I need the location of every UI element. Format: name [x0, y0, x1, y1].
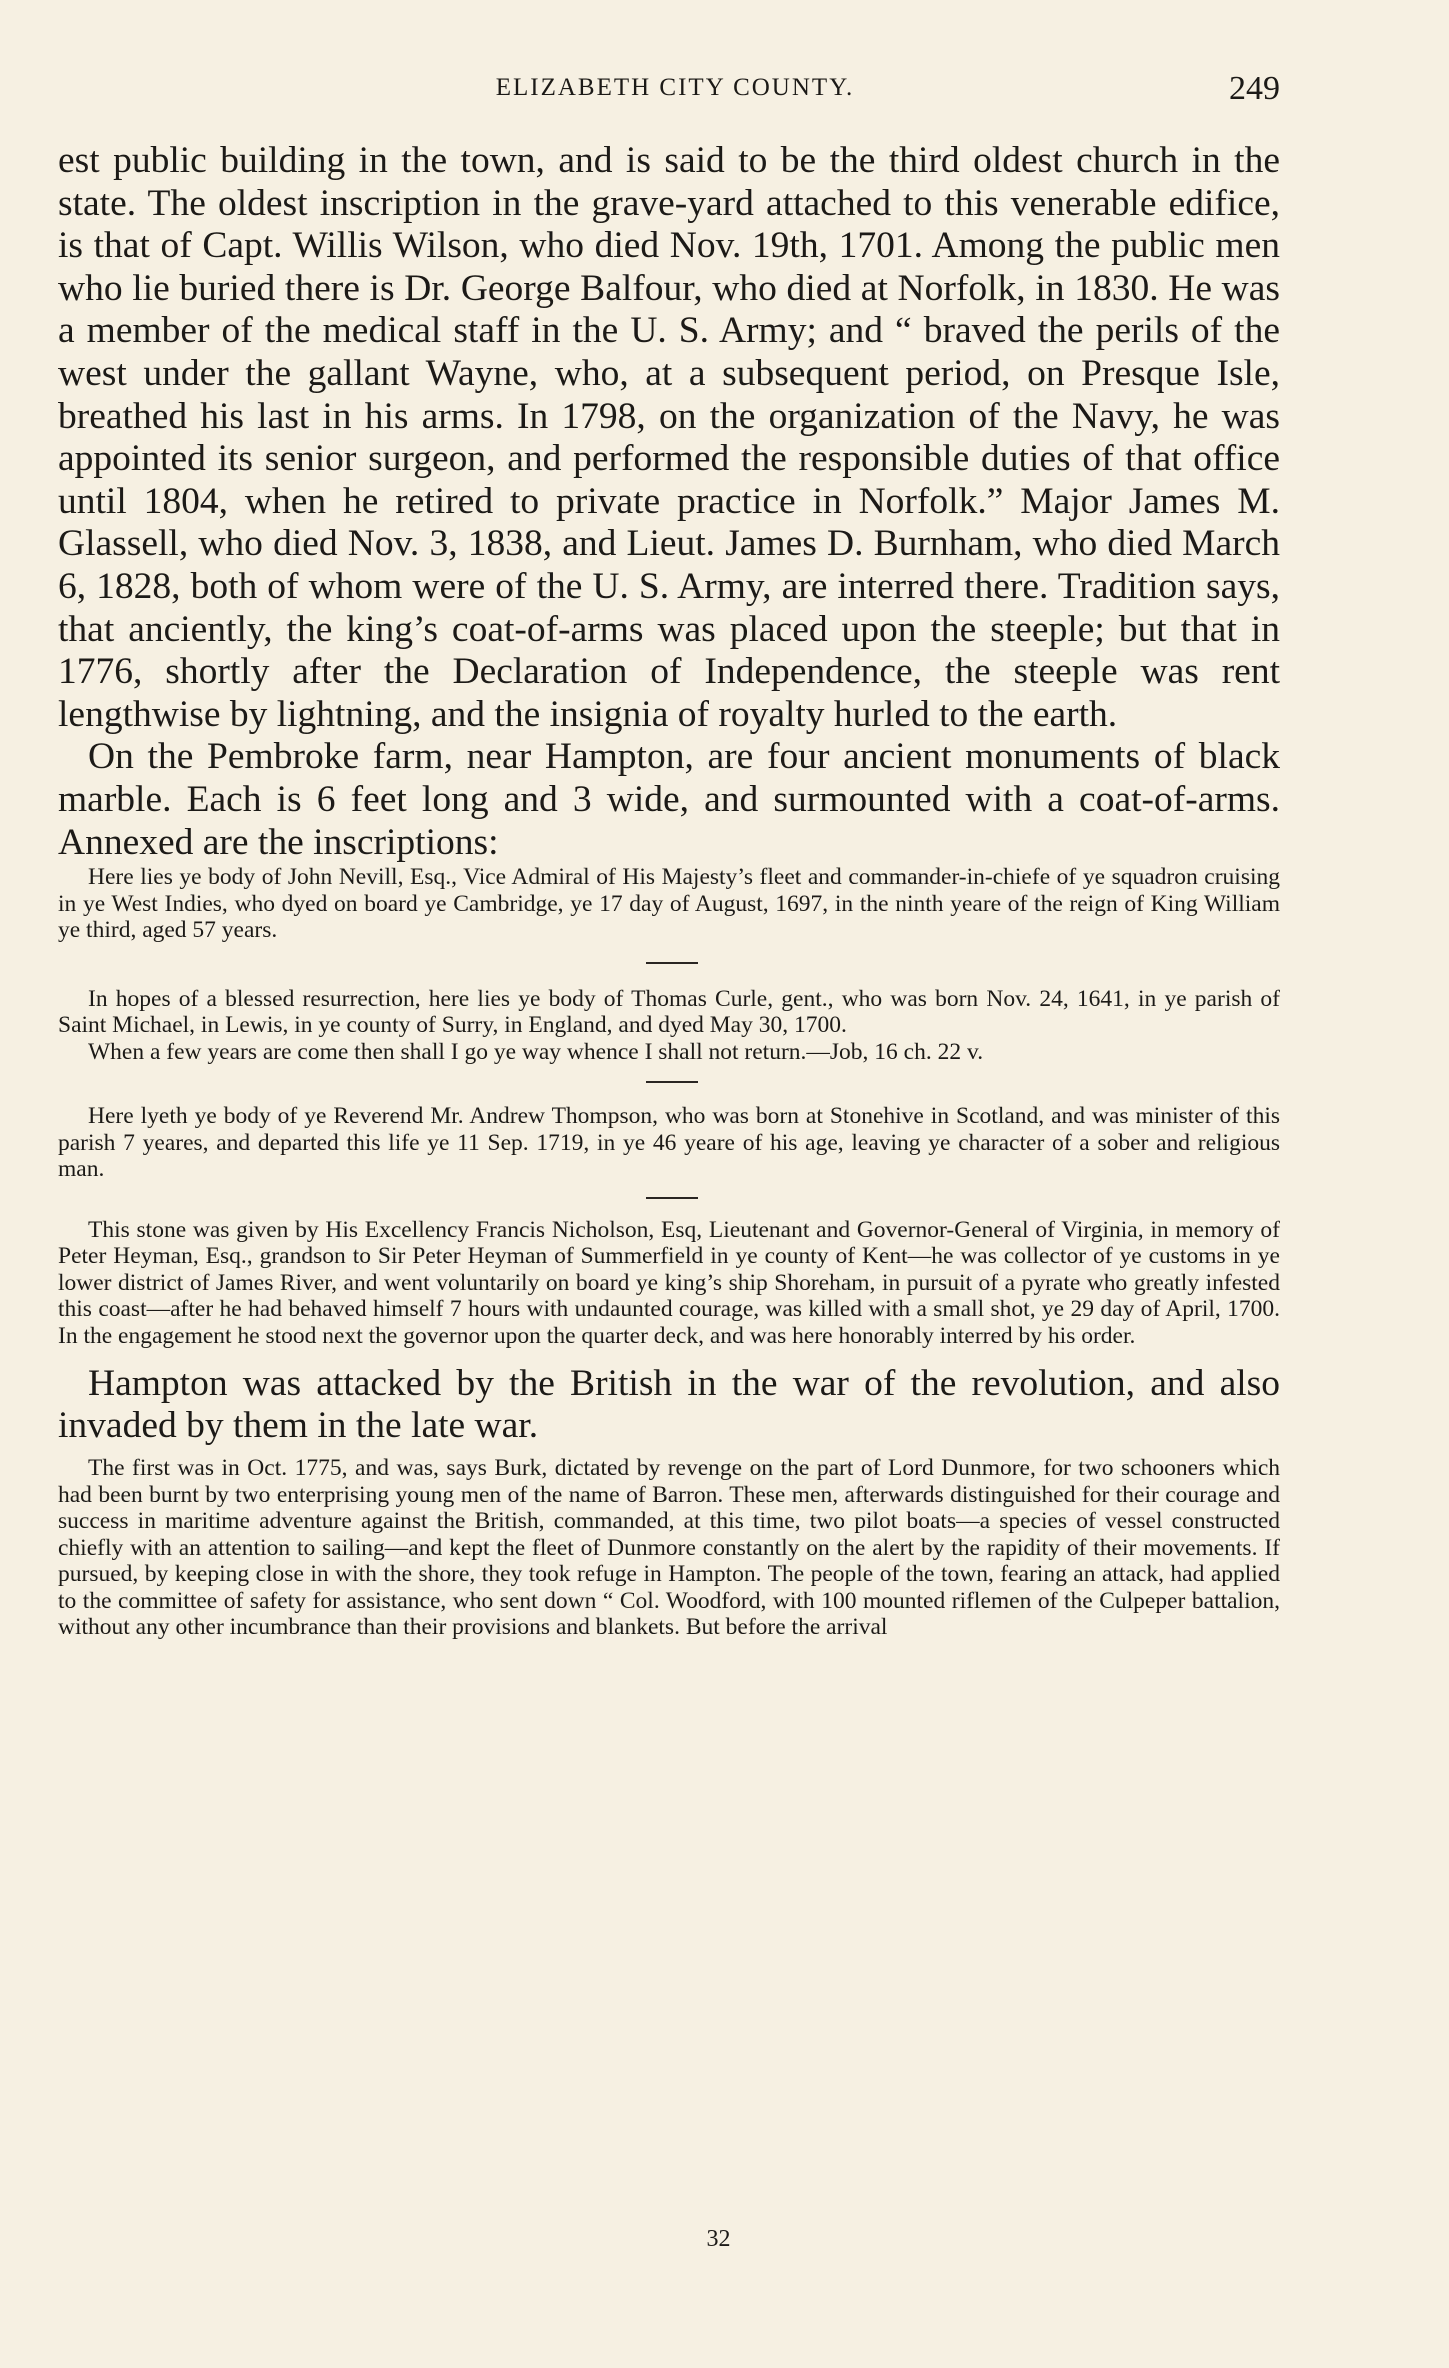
inscription-curle: In hopes of a blessed resurrection, here lies ye body of Thomas Curle, gent., who was born Nov. 24, 1641, in ye parish of Saint Michael, in Lewis, in ye county of Surry, in England, and dyed May 30, 1700. [58, 985, 1280, 1039]
body-text [58, 140, 1280, 1641]
running-head [70, 70, 1280, 110]
paragraph-attack: The first was in Oct. 1775, and was, says Burk, dictated by revenge on the part of Lord Dunmore, for two schooners which had been burnt by two enterprising young men of the name of Barron. These men, afterwards distinguished for their courage and success in maritime adventure against the British, commanded, at this time, two pilot boats—a species of vessel constructed chiefly with an attention to sailing—and kept the fleet of Dunmore constantly on the alert by the rapidity of their movements. If pursued, by keeping close in with the shore, they took refuge in Hampton. The people of the town, fearing an attack, had applied to the committee of safety for assistance, who sent down “ Col. Woodford, with 100 mounted riflemen of the Culpeper battalion, without any other incumbrance than their provisions and blankets. But before the arrival [58, 1455, 1280, 1641]
inscription-heyman: This stone was given by His Excellency Francis Nicholson, Esq, Lieutenant and Governor-General of Virginia, in memory of Peter Heyman, Esq., grandson to Sir Peter Heyman of Summerfield in ye county of Kent—he was collector of ye customs in ye lower district of James River, and went voluntarily on board ye king’s ship Shoreham, in pursuit of a pyrate who greatly infested this coast—after he had behaved himself 7 hours with undaunted courage, was killed with a small shot, ye 29 day of April, 1700. In the engagement he stood next the governor upon the quarter deck, and was here honorably interred by his order. [58, 1216, 1280, 1349]
separator-rule [646, 1197, 698, 1199]
running-head-title: ELIZABETH CITY COUNTY. [495, 74, 855, 101]
inscription-thompson: Here lyeth ye body of ye Reverend Mr. Andrew Thompson, who was born at Stonehive in Scotland, and was minister of this parish 7 yeares, and departed this life ye 11 Sep. 1719, in ye 46 yeare of his age, leaving ye character of a sober and religious man. [58, 1103, 1280, 1183]
signature-mark: 32 [706, 2226, 731, 2252]
page-number: 249 [1229, 70, 1280, 107]
paragraph-pembroke: On the Pembroke farm, near Hampton, are four ancient monuments of black marble. Each is 6 feet long and 3 wide, and surmounted with a coat-of-arms. Annexed are the inscriptions: [58, 736, 1280, 863]
separator-rule [646, 1081, 698, 1083]
inscription-nevill: Here lies ye body of John Nevill, Esq., Vice Admiral of His Majesty’s fleet and commander-in-chiefe of ye squadron cruising in ye West Indies, who dyed on board ye Cambridge, ye 17 day of August, 1697, in the ninth yeare of the reign of King William ye third, aged 57 years. [58, 864, 1280, 944]
inscription-curle-verse: When a few years are come then shall I go ye way whence I shall not return.—Job, 16 ch. 22 v. [88, 1038, 984, 1065]
section-heading: Hampton was attacked by the British in the war of the revolution, and also invaded by them in the late war. [58, 1363, 1280, 1447]
paragraph-church: est public building in the town, and is said to be the third oldest church in the state. The oldest inscription in the grave-yard attached to this venerable edifice, is that of Capt. Willis Wilson, who died Nov. 19th, 1701. Among the public men who lie buried there is Dr. George Balfour, who died at Norfolk, in 1830. He was a member of the medical staff in the U. S. Army; and “ braved the perils of the west under the gallant Wayne, who, at a subsequent period, on Presque Isle, breathed his last in his arms. In 1798, on the organization of the Navy, he was appointed its senior surgeon, and performed the responsible duties of that office until 1804, when he retired to private practice in Norfolk.” Major James M. Glassell, who died Nov. 3, 1838, and Lieut. James D. Burnham, who died March 6, 1828, both of whom were of the U. S. Army, are interred there. Tradition says, that anciently, the king’s coat-of-arms was placed upon the steeple; but that in 1776, shortly after the Declaration of Independence, the steeple was rent lengthwise by lightning, and the insignia of royalty hurled to the earth. [58, 140, 1280, 735]
separator-rule [646, 962, 698, 964]
